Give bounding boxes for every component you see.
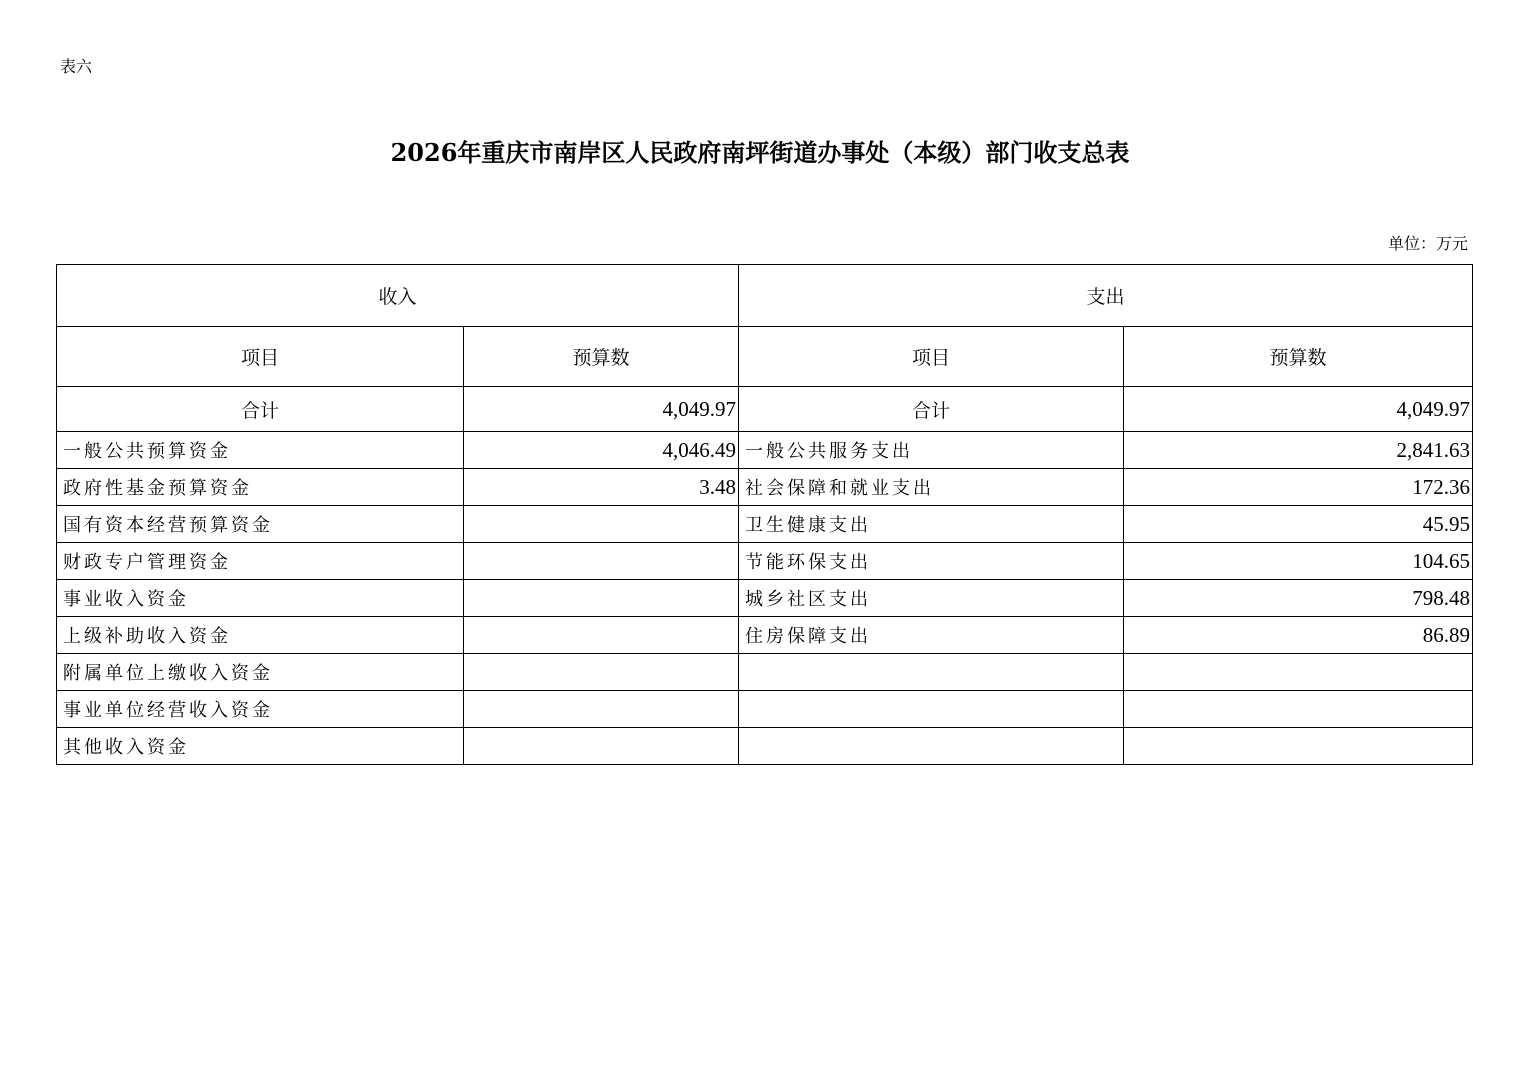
- expense-item-label: [739, 691, 1124, 728]
- income-item-label: 事业单位经营收入资金: [57, 691, 464, 728]
- income-item-label: 财政专户管理资金: [57, 543, 464, 580]
- income-item-value: [464, 654, 739, 691]
- income-item-value: [464, 728, 739, 765]
- income-item-label: 国有资本经营预算资金: [57, 506, 464, 543]
- expense-item-value: 172.36: [1124, 469, 1473, 506]
- total-row: [57, 387, 1473, 432]
- table-row: [57, 691, 1473, 728]
- income-total-value: 4,049.97: [464, 387, 739, 432]
- income-item-value: 3.48: [464, 469, 739, 506]
- expense-total-label: 合计: [739, 387, 1124, 432]
- income-section-header: 收入: [57, 265, 739, 327]
- section-header-row: [57, 265, 1473, 327]
- expense-item-label: 住房保障支出: [739, 617, 1124, 654]
- table-row: [57, 617, 1473, 654]
- income-total-label: 合计: [57, 387, 464, 432]
- expense-item-header: 项目: [739, 327, 1124, 387]
- income-item-label: 政府性基金预算资金: [57, 469, 464, 506]
- table-row: [57, 543, 1473, 580]
- income-item-value: [464, 617, 739, 654]
- expense-item-label: 节能环保支出: [739, 543, 1124, 580]
- document-title: 2026年重庆市南岸区人民政府南坪街道办事处（本级）部门收支总表: [390, 138, 1130, 167]
- expense-item-value: [1124, 654, 1473, 691]
- table-row: [57, 580, 1473, 617]
- budget-summary-table: [56, 264, 1473, 765]
- income-item-value: [464, 691, 739, 728]
- expense-item-label: 一般公共服务支出: [739, 432, 1124, 469]
- expense-section-header: 支出: [739, 265, 1473, 327]
- income-item-label: 上级补助收入资金: [57, 617, 464, 654]
- income-item-value: 4,046.49: [464, 432, 739, 469]
- income-item-label: 附属单位上缴收入资金: [57, 654, 464, 691]
- table-row: [57, 506, 1473, 543]
- income-item-value: [464, 543, 739, 580]
- income-item-value: [464, 506, 739, 543]
- unit-label: 单位：万元: [1387, 234, 1468, 253]
- income-item-value: [464, 580, 739, 617]
- expense-item-label: [739, 654, 1124, 691]
- table-row: [57, 432, 1473, 469]
- expense-item-label: 卫生健康支出: [739, 506, 1124, 543]
- expense-item-label: [739, 728, 1124, 765]
- expense-item-label: 社会保障和就业支出: [739, 469, 1124, 506]
- expense-total-value: 4,049.97: [1124, 387, 1473, 432]
- table-row: [57, 654, 1473, 691]
- expense-item-value: 104.65: [1124, 543, 1473, 580]
- table-number: 表六: [60, 57, 93, 76]
- expense-budget-header: 预算数: [1124, 327, 1473, 387]
- expense-item-value: 798.48: [1124, 580, 1473, 617]
- income-budget-header: 预算数: [464, 327, 739, 387]
- column-header-row: [57, 327, 1473, 387]
- table-row: [57, 469, 1473, 506]
- income-item-label: 事业收入资金: [57, 580, 464, 617]
- income-item-header: 项目: [57, 327, 464, 387]
- income-item-label: 其他收入资金: [57, 728, 464, 765]
- expense-item-value: 2,841.63: [1124, 432, 1473, 469]
- expense-item-value: 86.89: [1124, 617, 1473, 654]
- expense-item-value: 45.95: [1124, 506, 1473, 543]
- table-row: [57, 728, 1473, 765]
- expense-item-label: 城乡社区支出: [739, 580, 1124, 617]
- income-item-label: 一般公共预算资金: [57, 432, 464, 469]
- expense-item-value: [1124, 691, 1473, 728]
- expense-item-value: [1124, 728, 1473, 765]
